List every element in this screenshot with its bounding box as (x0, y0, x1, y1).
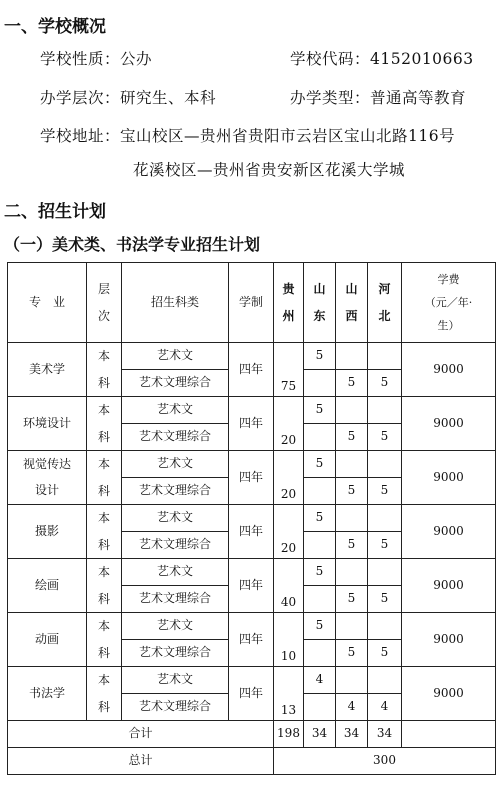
shanxi-cell (336, 343, 368, 370)
shanxi-cell (336, 559, 368, 586)
header-guizhou: 贵 州 (274, 263, 304, 343)
hebei-cell (368, 397, 402, 424)
category-cell: 艺术文 (122, 397, 229, 424)
level-value: 研究生、本科 (120, 89, 217, 107)
hebei-cell: 5 (368, 370, 402, 397)
shanxi-cell: 5 (336, 424, 368, 451)
shandong-cell (304, 424, 336, 451)
level-cell: 本 科 (87, 505, 122, 559)
category-cell: 艺术文理综合 (122, 532, 229, 559)
level-cell: 本 科 (87, 667, 122, 721)
subtotal-label: 合计 (8, 721, 274, 748)
hebei-cell (368, 343, 402, 370)
table-row (8, 343, 496, 370)
shanxi-cell (336, 613, 368, 640)
shanxi-cell: 5 (336, 640, 368, 667)
category-cell: 艺术文理综合 (122, 640, 229, 667)
fee-cell: 9000 (402, 343, 496, 397)
header-level: 层 次 (87, 263, 122, 343)
level-cell: 本 科 (87, 397, 122, 451)
nature-value: 公办 (120, 50, 153, 68)
section2-title: 二、招生计划 (4, 202, 106, 222)
shandong-cell (304, 370, 336, 397)
school-code (290, 47, 474, 69)
major-cell: 绘画 (8, 559, 87, 613)
section2-subtitle: （一）美术类、书法学专业招生计划 (4, 235, 261, 254)
shandong-cell: 5 (304, 343, 336, 370)
subtotal-guizhou: 198 (274, 721, 304, 748)
subtotal-fee (402, 721, 496, 748)
code-label: 学校代码： (290, 50, 371, 68)
major-cell: 环境设计 (8, 397, 87, 451)
shanxi-cell: 5 (336, 532, 368, 559)
table-row (8, 505, 496, 532)
shanxi-cell (336, 505, 368, 532)
shandong-cell (304, 532, 336, 559)
shanxi-cell: 5 (336, 586, 368, 613)
total-label: 总计 (8, 748, 274, 775)
table-row (8, 397, 496, 424)
address-line1: 宝山校区—贵州省贵阳市云岩区宝山北路116号 (120, 127, 456, 145)
fee-cell: 9000 (402, 505, 496, 559)
duration-cell: 四年 (229, 505, 274, 559)
total-value: 300 (274, 748, 496, 775)
fee-cell: 9000 (402, 451, 496, 505)
subtotal-shandong: 34 (304, 721, 336, 748)
category-cell: 艺术文 (122, 343, 229, 370)
shanxi-cell: 5 (336, 478, 368, 505)
hebei-cell: 4 (368, 694, 402, 721)
category-cell: 艺术文理综合 (122, 478, 229, 505)
shandong-cell (304, 478, 336, 505)
shandong-cell: 5 (304, 397, 336, 424)
table-row (8, 451, 496, 478)
category-cell: 艺术文理综合 (122, 586, 229, 613)
shanxi-cell (336, 451, 368, 478)
school-type (290, 86, 466, 108)
shandong-cell (304, 640, 336, 667)
header-category: 招生科类 (122, 263, 229, 343)
category-cell: 艺术文理综合 (122, 370, 229, 397)
section1-title: 一、学校概况 (4, 17, 106, 37)
fee-cell: 9000 (402, 559, 496, 613)
header-row (8, 263, 496, 343)
category-cell: 艺术文 (122, 667, 229, 694)
level-cell: 本 科 (87, 613, 122, 667)
shanxi-cell: 5 (336, 370, 368, 397)
shandong-cell: 5 (304, 451, 336, 478)
duration-cell: 四年 (229, 397, 274, 451)
duration-cell: 四年 (229, 559, 274, 613)
shanxi-cell: 4 (336, 694, 368, 721)
category-cell: 艺术文 (122, 559, 229, 586)
hebei-cell: 5 (368, 532, 402, 559)
duration-cell: 四年 (229, 613, 274, 667)
level-cell: 本 科 (87, 343, 122, 397)
duration-cell: 四年 (229, 667, 274, 721)
header-major: 专 业 (8, 263, 87, 343)
duration-cell: 四年 (229, 451, 274, 505)
level-label: 办学层次： (40, 89, 121, 107)
fee-cell: 9000 (402, 613, 496, 667)
header-hebei: 河 北 (368, 263, 402, 343)
category-cell: 艺术文 (122, 613, 229, 640)
hebei-cell: 5 (368, 424, 402, 451)
table-row (8, 667, 496, 694)
table-body (8, 263, 496, 775)
category-cell: 艺术文 (122, 505, 229, 532)
school-address (40, 124, 455, 146)
shandong-cell (304, 694, 336, 721)
hebei-cell: 5 (368, 586, 402, 613)
shandong-cell (304, 586, 336, 613)
type-value: 普通高等教育 (370, 89, 467, 107)
shandong-cell: 4 (304, 667, 336, 694)
shandong-cell: 5 (304, 559, 336, 586)
category-cell: 艺术文理综合 (122, 694, 229, 721)
guizhou-cell: 20 (274, 397, 304, 451)
shanxi-cell (336, 397, 368, 424)
shandong-cell: 5 (304, 505, 336, 532)
category-cell: 艺术文 (122, 451, 229, 478)
shandong-cell: 5 (304, 613, 336, 640)
duration-cell: 四年 (229, 343, 274, 397)
header-duration: 学制 (229, 263, 274, 343)
address-line2: 花溪校区—贵州省贵安新区花溪大学城 (133, 161, 406, 179)
guizhou-cell: 75 (274, 343, 304, 397)
hebei-cell: 5 (368, 640, 402, 667)
major-cell: 书法学 (8, 667, 87, 721)
hebei-cell (368, 613, 402, 640)
guizhou-cell: 10 (274, 613, 304, 667)
guizhou-cell: 13 (274, 667, 304, 721)
nature-label: 学校性质： (40, 50, 121, 68)
major-cell: 美术学 (8, 343, 87, 397)
fee-cell: 9000 (402, 397, 496, 451)
header-fee: 学费 （元／年· 生） (402, 263, 496, 343)
guizhou-cell: 20 (274, 451, 304, 505)
major-cell: 动画 (8, 613, 87, 667)
guizhou-cell: 40 (274, 559, 304, 613)
header-shandong: 山 东 (304, 263, 336, 343)
address-label: 学校地址： (40, 127, 121, 145)
hebei-cell (368, 667, 402, 694)
category-cell: 艺术文理综合 (122, 424, 229, 451)
subtotal-hebei: 34 (368, 721, 402, 748)
school-nature (40, 47, 152, 69)
school-level (40, 86, 216, 108)
hebei-cell (368, 451, 402, 478)
major-cell: 视觉传达 设计 (8, 451, 87, 505)
subtotal-shanxi: 34 (336, 721, 368, 748)
hebei-cell: 5 (368, 478, 402, 505)
major-cell: 摄影 (8, 505, 87, 559)
header-shanxi: 山 西 (336, 263, 368, 343)
type-label: 办学类型： (290, 89, 371, 107)
fee-cell: 9000 (402, 667, 496, 721)
subtotal-row (8, 721, 496, 748)
shanxi-cell (336, 667, 368, 694)
guizhou-cell: 20 (274, 505, 304, 559)
code-value: 4152010663 (370, 50, 474, 68)
level-cell: 本 科 (87, 559, 122, 613)
hebei-cell (368, 505, 402, 532)
enrollment-table (7, 262, 496, 775)
total-row (8, 748, 496, 775)
table-row (8, 613, 496, 640)
hebei-cell (368, 559, 402, 586)
level-cell: 本 科 (87, 451, 122, 505)
table-row (8, 559, 496, 586)
